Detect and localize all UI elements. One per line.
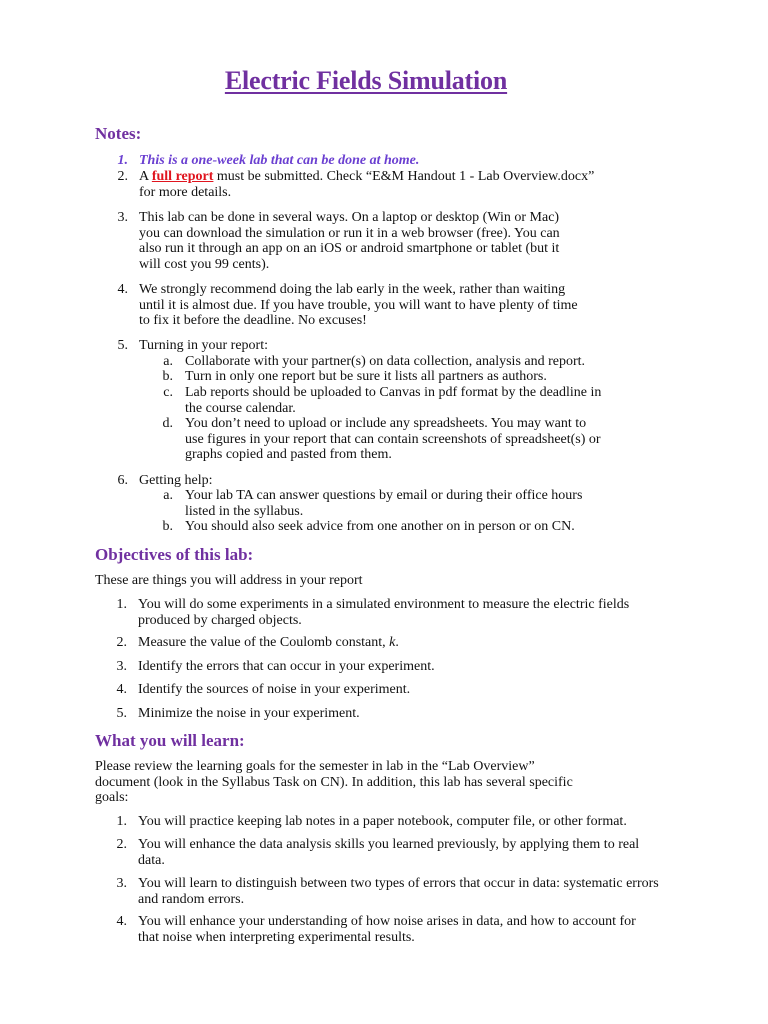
list-text: Your lab TA can answer questions by email or during their office hours	[185, 488, 583, 503]
list-text: Measure the value of the Coulomb constant,	[138, 635, 390, 650]
list-text: for more details.	[139, 184, 232, 200]
list-text: listed in the syllabus.	[185, 503, 304, 519]
coulomb-constant-symbol: k	[389, 635, 396, 650]
list-text: Minimize the noise in your experiment.	[138, 706, 360, 721]
learn-heading: What you will learn:	[95, 731, 245, 750]
list-text: You will practice keeping lab notes in a paper notebook, computer file, or other format.	[138, 814, 627, 829]
page-title: Electric Fields Simulation	[224, 66, 508, 95]
para-line: document (look in the Syllabus Task on CN). In addition, this lab has several specific	[95, 774, 573, 790]
list-text: Getting help:	[139, 473, 213, 488]
list-text: This lab can be done in several ways. On a laptop or desktop (Win or Mac)	[139, 210, 560, 225]
list-text: Identify the errors that can occur in your experiment.	[138, 659, 435, 674]
list-text: to fix it before the deadline. No excuses!	[139, 313, 367, 328]
list-text: Identify the sources of noise in your experiment.	[138, 682, 411, 697]
list-letter: d.	[162, 416, 173, 431]
list-text: Collaborate with your partner(s) on data collection, analysis and report.	[185, 354, 586, 369]
list-number: 4.	[116, 682, 127, 697]
list-text: until it is almost due. If you have trouble, you will want to have plenty of time	[139, 297, 578, 313]
list-text: You will learn to distinguish between two types of errors that occur in data: systematic errors	[138, 876, 659, 891]
list-text: you can download the simulation or run it in a web browser (free). You can	[139, 225, 560, 241]
list-text: You will do some experiments in a simulated environment to measure the electric fields	[138, 597, 630, 612]
list-text: You will enhance the data analysis skills you learned previously, by applying them to real	[138, 837, 640, 852]
list-number: 3.	[117, 210, 128, 225]
list-number: 3.	[116, 876, 127, 891]
list-text: This is a one-week lab that can be done at home.	[139, 153, 420, 168]
objectives-heading: Objectives of this lab:	[95, 545, 254, 564]
list-text: Turn in only one report but be sure it lists all partners as authors.	[185, 369, 547, 384]
list-letter: c.	[163, 385, 173, 400]
list-number: 5.	[116, 706, 127, 721]
list-text: A	[139, 169, 152, 184]
list-text: graphs copied and pasted from them.	[185, 447, 392, 462]
para-line: Please review the learning goals for the semester in lab in the “Lab Overview”	[95, 759, 535, 774]
list-text: and random errors.	[138, 891, 245, 907]
full-report-link[interactable]: full report	[151, 169, 214, 184]
list-text: will cost you 99 cents).	[139, 256, 270, 272]
objectives-intro: These are things you will address in your report	[95, 573, 363, 588]
list-letter: b.	[162, 519, 173, 534]
list-text: Lab reports should be uploaded to Canvas in pdf format by the deadline in	[185, 385, 602, 400]
list-number: 3.	[116, 659, 127, 674]
list-number: 5.	[117, 338, 128, 353]
list-text: that noise when interpreting experimental results.	[138, 929, 415, 945]
learn-intro	[95, 759, 573, 806]
list-text: must be submitted. Check “E&M Handout 1 - Lab Overview.docx”	[213, 169, 595, 184]
list-text: also run it through an app on an iOS or android smartphone or tablet (but it	[139, 241, 560, 256]
list-text: the course calendar.	[185, 400, 296, 416]
notes-heading: Notes:	[95, 124, 142, 143]
list-text: We strongly recommend doing the lab early in the week, rather than waiting	[139, 282, 566, 297]
list-text: You should also seek advice from one another on in person or on CN.	[185, 519, 575, 534]
list-number: 2.	[116, 837, 127, 852]
list-number: 4.	[116, 914, 127, 929]
list-text: data.	[138, 852, 165, 868]
list-letter: a.	[163, 488, 173, 503]
list-number: 1.	[116, 814, 127, 829]
list-number: 2.	[117, 169, 128, 184]
list-text: You will enhance your understanding of how noise arises in data, and how to account for	[138, 914, 636, 929]
list-letter: a.	[163, 354, 173, 369]
list-number: 4.	[117, 282, 128, 297]
list-text: Turning in your report:	[139, 338, 268, 353]
list-text: .	[395, 635, 399, 650]
list-number: 2.	[116, 635, 127, 650]
list-text: produced by charged objects.	[138, 612, 302, 628]
para-line: goals:	[95, 790, 129, 805]
list-number: 6.	[117, 473, 128, 488]
list-text: use figures in your report that can contain screenshots of spreadsheet(s) or	[185, 431, 601, 447]
list-number: 1.	[117, 153, 128, 168]
list-number: 1.	[116, 597, 127, 612]
list-letter: b.	[162, 369, 173, 384]
list-text: You don’t need to upload or include any spreadsheets. You may want to	[185, 416, 587, 431]
